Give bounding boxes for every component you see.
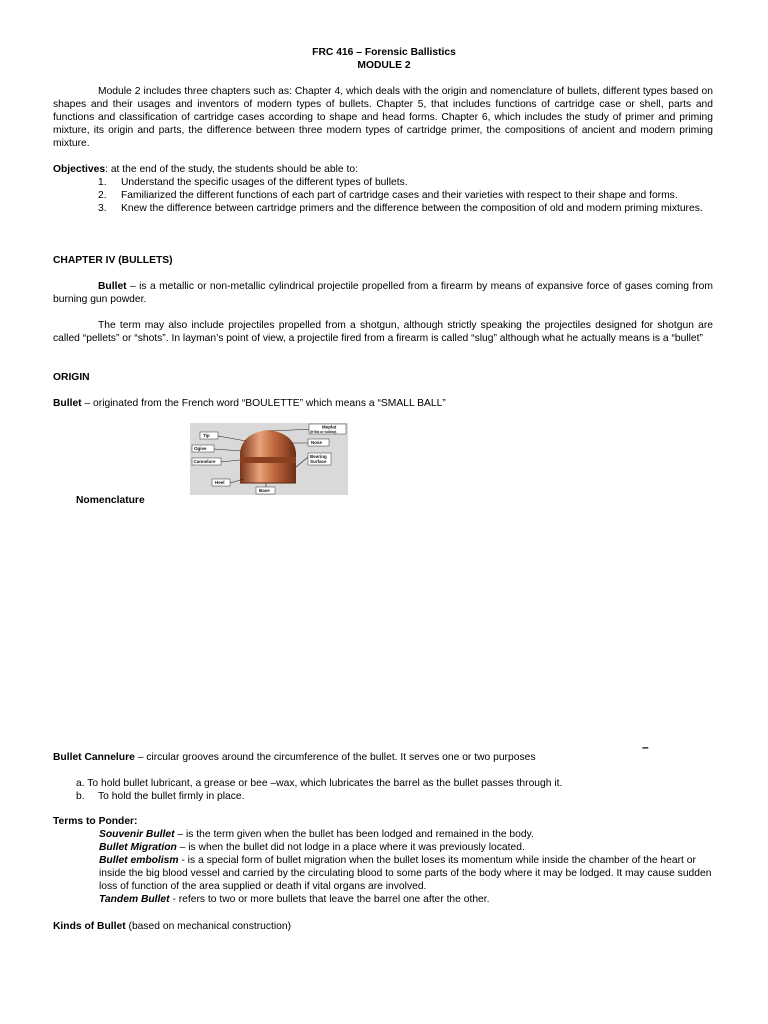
term-name: Bullet Migration bbox=[99, 842, 177, 853]
bullet-body bbox=[240, 430, 296, 483]
list-text: Familiarized the different functions of each part of cartridge cases and their varieties with respect to their shape and forms. bbox=[121, 190, 678, 201]
projectile-paragraph: The term may also include projectiles propelled from a shotgun, although strictly speaking the projectiles designed for shotgun are called “pellets” or “shots”. In layman’s point of view, a projectile fired from a firearm is called “slug” although what he actually means is a “bullet” bbox=[53, 320, 713, 344]
kinds-line bbox=[53, 920, 713, 933]
objectives-label: Objectives bbox=[53, 164, 106, 175]
label-surface: Surface bbox=[310, 459, 327, 464]
bullet-def-text: – is a metallic or non-metallic cylindrical projectile propelled from a firearm by means of expansive force of gases coming from burning gun powder. bbox=[53, 281, 713, 305]
list-item bbox=[98, 189, 713, 202]
origin-text: – originated from the French word “BOULETTE” which means a “SMALL BALL” bbox=[81, 398, 446, 409]
bullet-definition bbox=[53, 280, 713, 306]
cannelure-purpose-b bbox=[76, 790, 716, 803]
list-text: To hold the bullet firmly in place. bbox=[98, 791, 245, 802]
list-number: 1. bbox=[98, 177, 107, 188]
bullet-term: Bullet bbox=[98, 281, 127, 292]
intro-paragraph: Module 2 includes three chapters such as: Chapter 4, which deals with the origin and nomenclature of bullets, different types based on shapes and their usages and inventors of modern types of bullets. Chapter 5, that includes functions of cartridge case or shell, parts and functions and classification of cartridge cases according to shape and head forms. Chapter 6, which includes the study of primer and priming mixture, its origin and parts, the difference between three modern types of cartridge primer, the compositions of ancient and modern priming mixture. bbox=[53, 86, 713, 149]
term-text: – is when the bullet did not lodge in a place where it was previously located. bbox=[176, 842, 525, 853]
document-title: FRC 416 – Forensic Ballistics bbox=[312, 47, 456, 58]
list-number: b. bbox=[76, 791, 85, 802]
list-number: 2. bbox=[98, 190, 107, 201]
module-heading: MODULE 2 bbox=[357, 60, 411, 71]
dash-mark: – bbox=[642, 740, 649, 754]
objectives-list bbox=[98, 176, 713, 215]
term-name: Tandem Bullet bbox=[99, 894, 170, 905]
objectives-lead: : at the end of the study, the students should be able to: bbox=[105, 164, 358, 175]
list-number: a. bbox=[76, 778, 85, 789]
terms-heading: Terms to Ponder: bbox=[53, 816, 138, 827]
list-text: Knew the difference between cartridge primers and the difference between the composition of old and modern priming mixtures. bbox=[121, 203, 703, 214]
term-text: - refers to two or more bullets that leave the barrel one after the other. bbox=[169, 894, 490, 905]
chapter-heading: CHAPTER IV (BULLETS) bbox=[53, 255, 173, 266]
objectives-line bbox=[53, 163, 713, 176]
bullet-nomenclature-diagram bbox=[190, 423, 348, 495]
cannelure-term: Bullet Cannelure bbox=[53, 752, 135, 763]
list-item bbox=[98, 176, 713, 189]
label-meplat: Meplat bbox=[322, 424, 337, 430]
origin-term: Bullet bbox=[53, 398, 82, 409]
label-ogive: Ogive bbox=[194, 446, 207, 451]
list-item bbox=[98, 202, 713, 215]
cannelure-text: – circular grooves around the circumference of the bullet. It serves one or two purposes bbox=[134, 752, 536, 763]
cannelure-definition bbox=[53, 751, 713, 764]
label-tip: Tip bbox=[203, 433, 210, 438]
origin-heading: ORIGIN bbox=[53, 372, 90, 383]
origin-line bbox=[53, 397, 713, 410]
terms-list bbox=[99, 828, 714, 906]
list-item bbox=[99, 854, 714, 893]
term-name: Bullet embolism bbox=[99, 855, 179, 866]
bullet-diagram-svg bbox=[190, 423, 348, 495]
list-item bbox=[99, 893, 714, 906]
label-base: Base bbox=[259, 488, 270, 493]
kinds-heading: Kinds of Bullet bbox=[53, 921, 126, 932]
list-text: Understand the specific usages of the different types of bullets. bbox=[121, 177, 408, 188]
list-text: To hold bullet lubricant, a grease or bee –wax, which lubricates the barrel as the bullet passes through it. bbox=[87, 778, 563, 789]
kinds-note: (based on mechanical construction) bbox=[125, 921, 292, 932]
nomenclature-caption: Nomenclature bbox=[76, 495, 145, 506]
list-item bbox=[99, 828, 714, 841]
label-heel: Heel bbox=[215, 480, 225, 485]
label-nose: Nose bbox=[311, 440, 323, 445]
term-text: – is the term given when the bullet has been lodged and remained in the body. bbox=[174, 829, 534, 840]
cannelure-purpose-a bbox=[76, 777, 716, 790]
label-cannelure: Cannelure bbox=[193, 459, 216, 464]
label-meplat-note: (If flat or hollow) bbox=[310, 430, 337, 434]
list-item bbox=[99, 841, 714, 854]
term-text: - is a special form of bullet migration when the bullet loses its momentum while inside the chamber of the heart or inside the big blood vessel and carried by the circulating blood to some parts of the body where it may be lodged. It may cause sudden loss of function of the area supplied or death if vital organs are involved. bbox=[99, 855, 712, 892]
term-name: Souvenir Bullet bbox=[99, 829, 175, 840]
list-number: 3. bbox=[98, 203, 107, 214]
label-bearing: Bearing bbox=[310, 454, 327, 459]
cannelure-band bbox=[240, 457, 296, 463]
